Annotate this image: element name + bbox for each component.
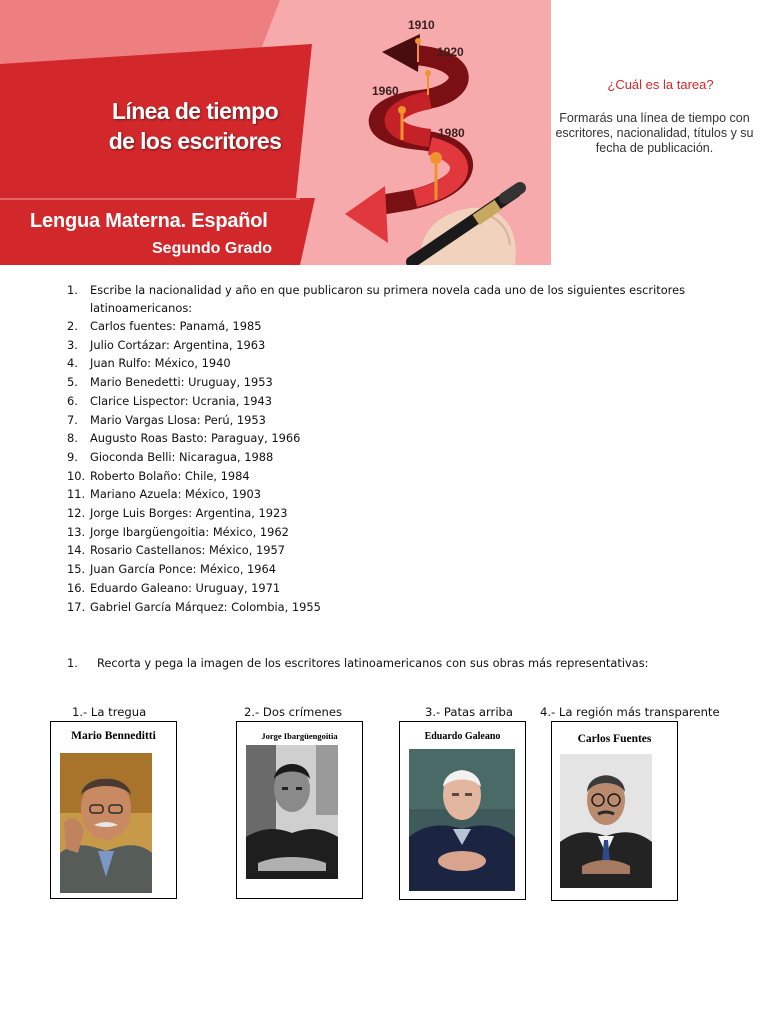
card-label-4: 4.- La región más transparente (540, 705, 720, 719)
banner-title-line1: Línea de tiempo (111, 98, 279, 124)
list-item-number: 16. (67, 580, 86, 595)
list-item (67, 392, 707, 411)
writer-card-3 (399, 721, 526, 900)
list-item (67, 373, 707, 392)
task-question: ¿Cuál es la tarea? (607, 77, 714, 92)
writer-photo (246, 745, 338, 879)
writer-photo (560, 754, 652, 888)
writer-photo (409, 749, 515, 891)
list-item-text: Rosario Castellanos: México, 1957 (90, 543, 285, 558)
list-item (67, 336, 707, 355)
list-item-text: Gabriel García Márquez: Colombia, 1955 (90, 599, 321, 614)
list-item-number: 4. (67, 356, 78, 371)
list-item (67, 448, 707, 467)
year-label-1910: 1910 (408, 18, 435, 32)
list-item-text: Julio Cortázar: Argentina, 1963 (90, 337, 266, 352)
list-item (67, 317, 707, 336)
year-label-1980: 1980 (438, 126, 465, 140)
list-item-text: Clarice Lispector: Ucrania, 1943 (90, 393, 273, 408)
banner-subject: Lengua Materna. Español (30, 210, 268, 232)
card-label-2: 2.- Dos crímenes (244, 705, 342, 719)
list-item (67, 411, 707, 430)
card-label-3: 3.- Patas arriba (425, 705, 514, 719)
list-item (67, 281, 707, 317)
list-item-text: Juan García Ponce: México, 1964 (90, 562, 277, 577)
list-item (67, 504, 707, 523)
list-item (67, 429, 707, 448)
task-description: Formarás una línea de tiempo con escritores, nacionalidad, títulos y su fecha de publicación. (555, 111, 754, 155)
list-item-number: 1. (67, 283, 78, 297)
list-item-number: 14. (67, 543, 86, 558)
list-item-number: 12. (67, 506, 86, 521)
list-item (67, 485, 707, 504)
list-item-number: 10. (67, 468, 86, 483)
list-item (67, 541, 707, 560)
list-item-number: 11. (67, 487, 86, 502)
list-item (67, 467, 707, 486)
card-label-1: 1.- La tregua (72, 705, 147, 719)
list-item-number: 7. (67, 412, 78, 427)
list-item (67, 598, 707, 617)
writer-card-name: Mario Benneditti (71, 730, 156, 742)
list-item-text: Mario Vargas Llosa: Perú, 1953 (90, 412, 266, 427)
writers-list (67, 281, 707, 616)
banner-title-line2: de los escritores (108, 128, 282, 154)
list-item (67, 354, 707, 373)
list-item-text: Jorge Ibargüengoitia: México, 1962 (90, 524, 289, 539)
list-item-number: 6. (67, 393, 78, 408)
writer-card-4 (551, 721, 678, 901)
writer-photo (60, 753, 152, 893)
list-item-text: Jorge Luis Borges: Argentina, 1923 (90, 506, 288, 521)
year-label-1920: 1920 (437, 45, 464, 59)
instruction-text: Recorta y pega la imagen de los escritores latinoamericanos con sus obras más representativas: (97, 656, 649, 670)
list-item-text: Augusto Roas Basto: Paraguay, 1966 (90, 431, 301, 446)
list-item-text: Mario Benedetti: Uruguay, 1953 (90, 375, 273, 390)
instruction-line (67, 656, 649, 670)
list-item (67, 560, 707, 579)
header-banner (0, 0, 551, 265)
list-item-text: Carlos fuentes: Panamá, 1985 (90, 319, 262, 333)
list-item-number: 2. (67, 319, 78, 333)
list-item-text: Roberto Bolaño: Chile, 1984 (90, 468, 250, 483)
list-item-number: 9. (67, 449, 78, 464)
writer-card-name: Carlos Fuentes (577, 733, 652, 745)
list-item-text: Gioconda Belli: Nicaragua, 1988 (90, 449, 274, 464)
list-item (67, 523, 707, 542)
list-item-text: Eduardo Galeano: Uruguay, 1971 (90, 580, 281, 595)
list-item-text: Mariano Azuela: México, 1903 (90, 487, 262, 502)
list-item-text: Escribe la nacionalidad y año en que publicaron su primera novela cada uno de los siguientes escritores latinoamericanos: (90, 283, 686, 315)
list-item-number: 15. (67, 562, 86, 577)
list-item-number: 3. (67, 337, 78, 352)
writer-card-1 (50, 721, 177, 899)
list-item-number: 13. (67, 524, 86, 539)
list-item (67, 579, 707, 598)
writer-card-name: Eduardo Galeano (424, 731, 501, 742)
writer-card-2 (236, 721, 363, 899)
banner-title (90, 96, 300, 156)
writer-card-name: Jorge Ibargüengoitia (261, 731, 338, 741)
list-item-number: 17. (67, 599, 86, 614)
year-label-1960: 1960 (372, 84, 399, 98)
list-item-number: 5. (67, 375, 78, 390)
instruction-number: 1. (67, 656, 78, 670)
list-item-text: Juan Rulfo: México, 1940 (90, 356, 231, 371)
banner-grade: Segundo Grado (152, 240, 272, 257)
list-item-number: 8. (67, 431, 78, 446)
